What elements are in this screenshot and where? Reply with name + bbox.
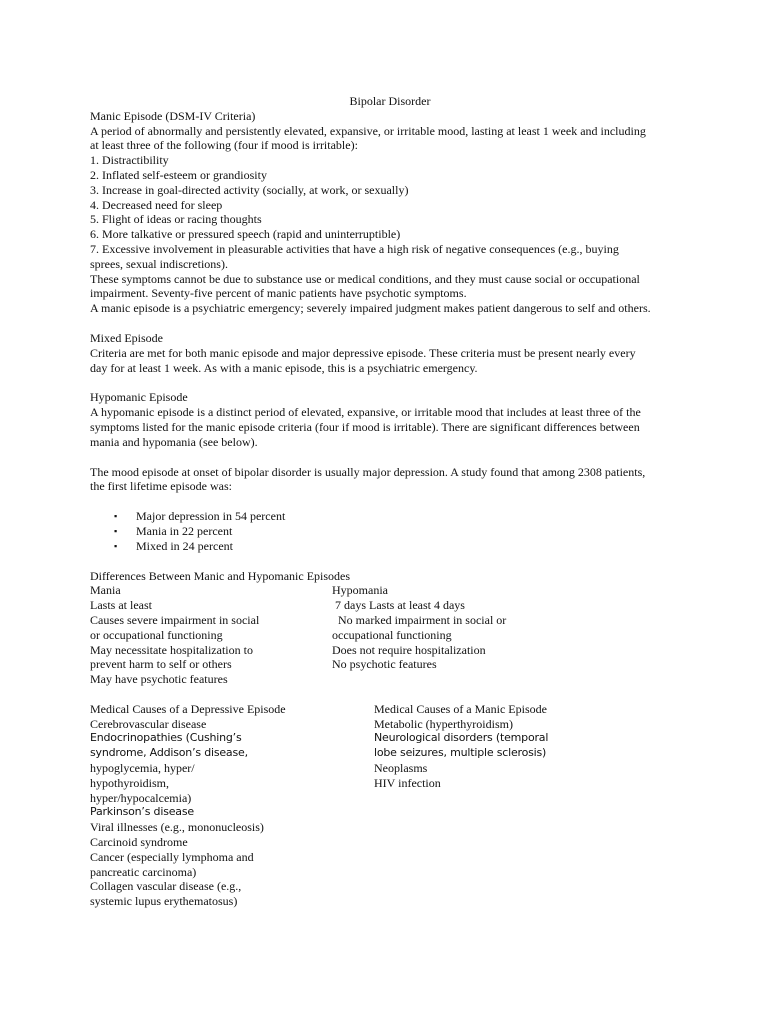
comparison-row: [90, 672, 690, 687]
column-heading: Medical Causes of a Manic Episode: [374, 701, 547, 716]
comparison-row: [90, 613, 690, 628]
list-item-text: Mixed in 24 percent: [136, 538, 233, 553]
manic-causes-column: [374, 702, 684, 909]
comparison-row: [90, 643, 690, 658]
section-heading: Hypomanic Episode: [90, 390, 188, 405]
criteria-item: 4. Decreased need for sleep: [90, 197, 223, 212]
hypomania-cell: No psychotic features: [332, 657, 437, 672]
list-item: [114, 509, 690, 524]
paragraph-line: Criteria are met for both manic episode and major depressive episode. These criteria must be present nearly every: [90, 345, 636, 360]
spacer: [90, 316, 690, 331]
cause-item: Carcinoid syndrome: [90, 835, 188, 850]
cause-item: lobe seizures, multiple sclerosis): [374, 746, 547, 760]
spacer: [90, 554, 690, 569]
mania-cell: or occupational functioning: [90, 627, 223, 642]
cause-item: Neurological disorders (temporal: [374, 731, 549, 745]
medical-causes-section: [90, 702, 690, 909]
cause-item: Collagen vascular disease (e.g.,: [90, 879, 242, 894]
list-item: [114, 524, 690, 539]
cause-item: HIV infection: [374, 775, 441, 790]
depressive-causes-column: [90, 702, 374, 909]
comparison-row: [90, 657, 690, 672]
cause-item: systemic lupus erythematosus): [90, 894, 238, 909]
cause-item: hypoglycemia, hyper/: [90, 761, 195, 776]
mania-cell: Causes severe impairment in social: [90, 612, 260, 627]
list-item-text: Mania in 22 percent: [136, 523, 233, 538]
paragraph-line: the first lifetime episode was:: [90, 479, 232, 494]
hypomania-cell: [332, 672, 672, 687]
cause-item: syndrome, Addison’s disease,: [90, 746, 248, 760]
onset-section: [90, 465, 690, 554]
bullet-square-icon: ▪: [114, 511, 118, 522]
cause-item: Parkinson’s disease: [90, 805, 194, 819]
comparison-row: [90, 628, 690, 643]
cause-item: Cerebrovascular disease: [90, 716, 207, 731]
mania-cell: Lasts at least: [90, 598, 152, 613]
cause-item: hyper/hypocalcemia): [90, 790, 192, 805]
hypomania-cell: Does not require hospitalization: [332, 642, 486, 657]
differences-section: [90, 569, 690, 687]
paragraph-line: These symptoms cannot be due to substance use or medical conditions, and they must cause social or occupational: [90, 271, 640, 286]
hypomania-cell: 7 days Lasts at least 4 days: [332, 598, 465, 613]
paragraph-line: symptoms listed for the manic episode criteria (four if mood is irritable). There are significant differences between: [90, 419, 640, 434]
bullet-square-icon: ▪: [114, 525, 118, 536]
criteria-item: 7. Excessive involvement in pleasurable activities that have a high risk of negative consequences (e.g., buying: [90, 241, 619, 256]
spacer: [90, 450, 690, 465]
comparison-row: [90, 598, 690, 613]
bullet-square-icon: ▪: [114, 540, 118, 551]
section-heading: Mixed Episode: [90, 330, 163, 345]
paragraph-line: A hypomanic episode is a distinct period of elevated, expansive, or irritable mood that includes at least three of the: [90, 405, 641, 420]
list-item-text: Major depression in 54 percent: [136, 509, 286, 524]
paragraph-line: A period of abnormally and persistently elevated, expansive, or irritable mood, lasting at least 1 week and including: [90, 123, 646, 138]
bullet-list: [90, 509, 690, 553]
section-heading: Differences Between Manic and Hypomanic Episodes: [90, 568, 351, 583]
cause-item: Endocrinopathies (Cushing’s: [90, 731, 242, 745]
paragraph-line: at least three of the following (four if mood is irritable):: [90, 138, 358, 153]
document-title: Bipolar Disorder: [349, 94, 431, 108]
mania-cell: May necessitate hospitalization to: [90, 642, 253, 657]
mania-cell: Mania: [90, 583, 121, 598]
hypomanic-episode-section: [90, 390, 690, 449]
paragraph-line: A manic episode is a psychiatric emergency; severely impaired judgment makes patient dangerous to self and others.: [90, 301, 651, 316]
criteria-item: 6. More talkative or pressured speech (rapid and uninterruptible): [90, 227, 401, 242]
spacer: [90, 494, 690, 509]
document-body: [90, 94, 690, 909]
comparison-row: [90, 583, 690, 598]
spacer: [90, 375, 690, 390]
spacer: [90, 687, 690, 702]
section-heading: Manic Episode (DSM-IV Criteria): [90, 108, 256, 123]
criteria-item: 2. Inflated self-esteem or grandiosity: [90, 167, 267, 182]
hypomania-cell: occupational functioning: [332, 627, 452, 642]
paragraph-line: day for at least 1 week. As with a manic episode, this is a psychiatric emergency.: [90, 360, 478, 375]
cause-item: Cancer (especially lymphoma and: [90, 849, 254, 864]
column-heading: Medical Causes of a Depressive Episode: [90, 701, 286, 716]
criteria-item: 3. Increase in goal-directed activity (socially, at work, or sexually): [90, 182, 409, 197]
paragraph-line: The mood episode at onset of bipolar disorder is usually major depression. A study found that among 2308 patients,: [90, 464, 646, 479]
hypomania-cell: Hypomania: [332, 583, 388, 598]
mania-cell: May have psychotic features: [90, 672, 228, 687]
paragraph-line: mania and hypomania (see below).: [90, 434, 258, 449]
cause-item: Viral illnesses (e.g., mononucleosis): [90, 820, 264, 835]
list-item: [114, 539, 690, 554]
paragraph-line: impairment. Seventy-five percent of manic patients have psychotic symptoms.: [90, 286, 467, 301]
mania-cell: prevent harm to self or others: [90, 657, 232, 672]
criteria-item: sprees, sexual indiscretions).: [90, 256, 228, 271]
cause-item: hypothyroidism,: [90, 775, 170, 790]
criteria-item: 5. Flight of ideas or racing thoughts: [90, 212, 262, 227]
mixed-episode-section: [90, 331, 690, 375]
cause-item: pancreatic carcinoma): [90, 864, 197, 879]
manic-episode-section: [90, 109, 690, 316]
cause-item: Neoplasms: [374, 761, 428, 776]
hypomania-cell: No marked impairment in social or: [332, 612, 507, 627]
cause-item: Metabolic (hyperthyroidism): [374, 716, 513, 731]
criteria-item: 1. Distractibility: [90, 153, 169, 168]
